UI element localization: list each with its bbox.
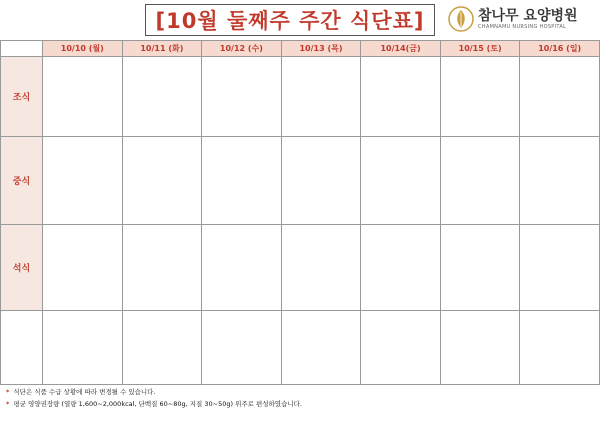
bullet-star-icon: * <box>6 388 10 396</box>
meal-cell <box>282 225 362 311</box>
meal-cell <box>202 137 282 225</box>
meal-label: 중식 <box>1 137 43 225</box>
meal-label: 조식 <box>1 57 43 137</box>
day-header: 10/15 (토) <box>441 41 521 57</box>
day-header: 10/12 (수) <box>202 41 282 57</box>
note-text: 식단은 식품 수급 상황에 따라 변경될 수 있습니다. <box>13 388 156 396</box>
meal-cell <box>441 57 521 137</box>
meal-cell <box>282 137 362 225</box>
meal-cell <box>43 137 123 225</box>
day-header: 10/10 (월) <box>43 41 123 57</box>
hospital-name: 참나무 요양병원 <box>478 7 578 24</box>
day-header: 10/11 (화) <box>123 41 203 57</box>
meal-cell <box>123 57 203 137</box>
meal-cell <box>361 57 441 137</box>
meal-cell <box>43 225 123 311</box>
meal-cell <box>43 57 123 137</box>
origin-label <box>1 311 43 385</box>
origin-cell <box>282 311 362 385</box>
origin-cell <box>361 311 441 385</box>
note-line <box>6 398 302 410</box>
meal-cell <box>202 57 282 137</box>
origin-cell <box>43 311 123 385</box>
meal-cell <box>202 225 282 311</box>
day-header: 10/13 (목) <box>282 41 362 57</box>
bullet-star-icon: * <box>6 400 10 408</box>
meal-cell <box>441 225 521 311</box>
menu-table <box>0 40 600 385</box>
meal-cell <box>282 57 362 137</box>
meal-cell <box>361 137 441 225</box>
meal-label: 석식 <box>1 225 43 311</box>
meal-cell <box>361 225 441 311</box>
hospital-name-en: CHAMNAMU NURSING HOSPITAL <box>478 23 567 30</box>
meal-cell <box>123 225 203 311</box>
note-text: 평균 영양권장량 (열량 1,600~2,000kcal, 단백질 60~80g, 지질 30~50g) 위주로 편성하였습니다. <box>13 400 302 408</box>
meal-cell <box>123 137 203 225</box>
origin-cell <box>441 311 521 385</box>
origin-cell <box>202 311 282 385</box>
meal-cell <box>520 57 600 137</box>
hospital-logo <box>448 6 578 32</box>
meal-cell <box>441 137 521 225</box>
meal-cell <box>520 225 600 311</box>
table-corner <box>1 41 43 57</box>
note-line <box>6 386 302 398</box>
origin-cell <box>123 311 203 385</box>
origin-cell <box>520 311 600 385</box>
day-header: 10/14(금) <box>361 41 441 57</box>
title-box <box>145 4 435 36</box>
oak-leaf-icon <box>448 6 474 32</box>
meal-cell <box>520 137 600 225</box>
day-header: 10/16 (일) <box>520 41 600 57</box>
footnotes <box>6 386 302 410</box>
page-title: [10월 둘째주 주간 식단표] <box>155 9 425 33</box>
